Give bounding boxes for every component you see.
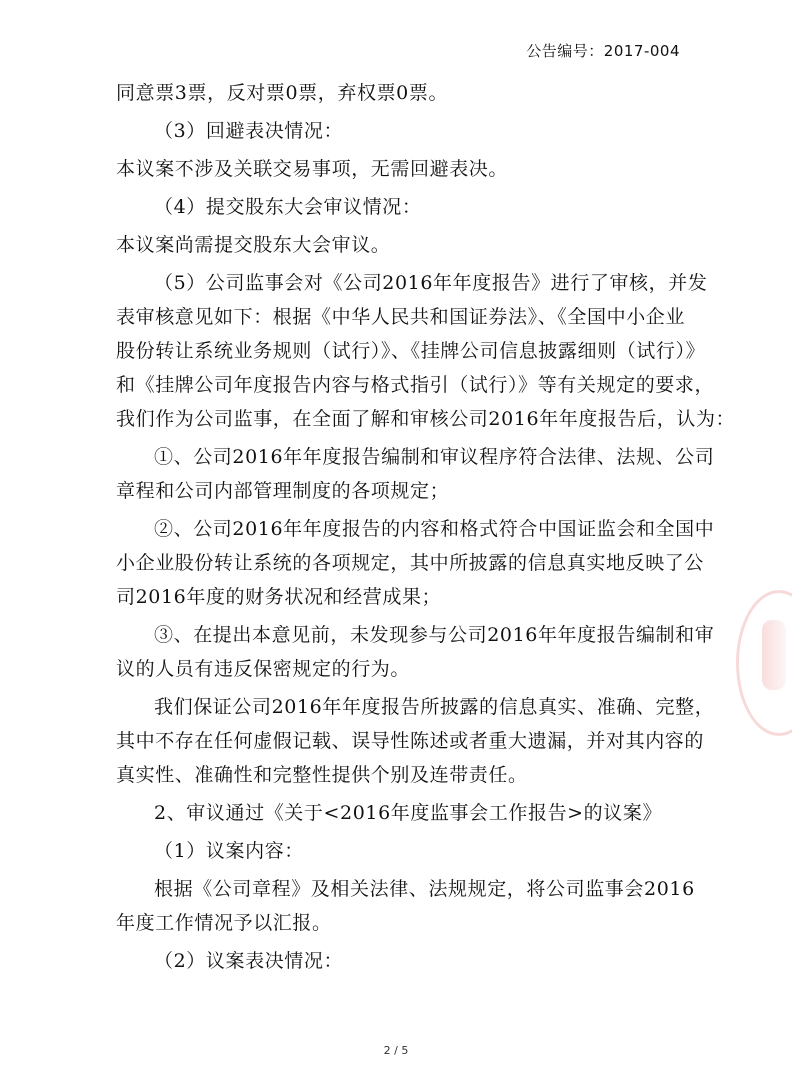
paragraph-line: 其中不存在任何虚假记载、误导性陈述或者重大遗漏，并对其内容的 bbox=[116, 730, 705, 752]
paragraph-line: 小企业股份转让系统的各项规定，其中所披露的信息真实地反映了公 bbox=[116, 552, 705, 574]
seal-mark-icon bbox=[762, 620, 786, 690]
opinion-item-3: ③、在提出本意见前，未发现参与公司2016年年度报告编制和审 bbox=[154, 624, 715, 646]
paragraph-line: 根据《公司章程》及相关法律、法规规定，将公司监事会2016 bbox=[154, 878, 695, 900]
page-number: 2 / 5 bbox=[383, 1044, 409, 1057]
paragraph-line: 我们作为公司监事，在全面了解和审核公司2016年年度报告后，认为： bbox=[116, 408, 736, 430]
subsection-heading-voting: （2）议案表决情况： bbox=[154, 950, 344, 972]
paragraph-line: 本议案不涉及关联交易事项，无需回避表决。 bbox=[116, 158, 509, 180]
announcement-number: 公告编号：2017-004 bbox=[526, 42, 680, 60]
paragraph-line: 年度工作情况予以汇报。 bbox=[116, 912, 332, 934]
paragraph-line: 和《挂牌公司年度报告内容与格式指引（试行）》等有关规定的要求， bbox=[116, 374, 715, 396]
opinion-item-1: ①、公司2016年年度报告编制和审议程序符合法律、法规、公司 bbox=[154, 446, 715, 468]
paragraph-line: （5）公司监事会对《公司2016年年度报告》进行了审核，并发 bbox=[154, 272, 708, 294]
paragraph-line: 议的人员有违反保密规定的行为。 bbox=[116, 658, 411, 680]
paragraph-line: 表审核意见如下：根据《中华人民共和国证券法》、《全国中小企业 bbox=[116, 306, 686, 328]
paragraph-line: 章程和公司内部管理制度的各项规定； bbox=[116, 480, 450, 502]
paragraph-line: 本议案尚需提交股东大会审议。 bbox=[116, 234, 391, 256]
paragraph-line: 司2016年度的财务状况和经营成果； bbox=[116, 586, 442, 608]
opinion-item-2: ②、公司2016年年度报告的内容和格式符合中国证监会和全国中 bbox=[154, 518, 715, 540]
section-heading-shareholder: （4）提交股东大会审议情况： bbox=[154, 196, 422, 218]
subsection-heading-content: （1）议案内容： bbox=[154, 840, 304, 862]
paragraph-line: 股份转让系统业务规则（试行）》、《挂牌公司信息披露细则（试行）》 bbox=[116, 340, 706, 362]
vote-result-line: 同意票3票，反对票0票，弃权票0票。 bbox=[116, 82, 449, 104]
paragraph-line: 真实性、准确性和完整性提供个别及连带责任。 bbox=[116, 764, 528, 786]
section-heading-avoidance: （3）回避表决情况： bbox=[154, 120, 344, 142]
resolution-heading-2: 2、审议通过《关于<2016年度监事会工作报告>的议案》 bbox=[154, 802, 663, 824]
document-body bbox=[116, 76, 736, 978]
guarantee-paragraph: 我们保证公司2016年年度报告所披露的信息真实、准确、完整， bbox=[154, 696, 715, 718]
